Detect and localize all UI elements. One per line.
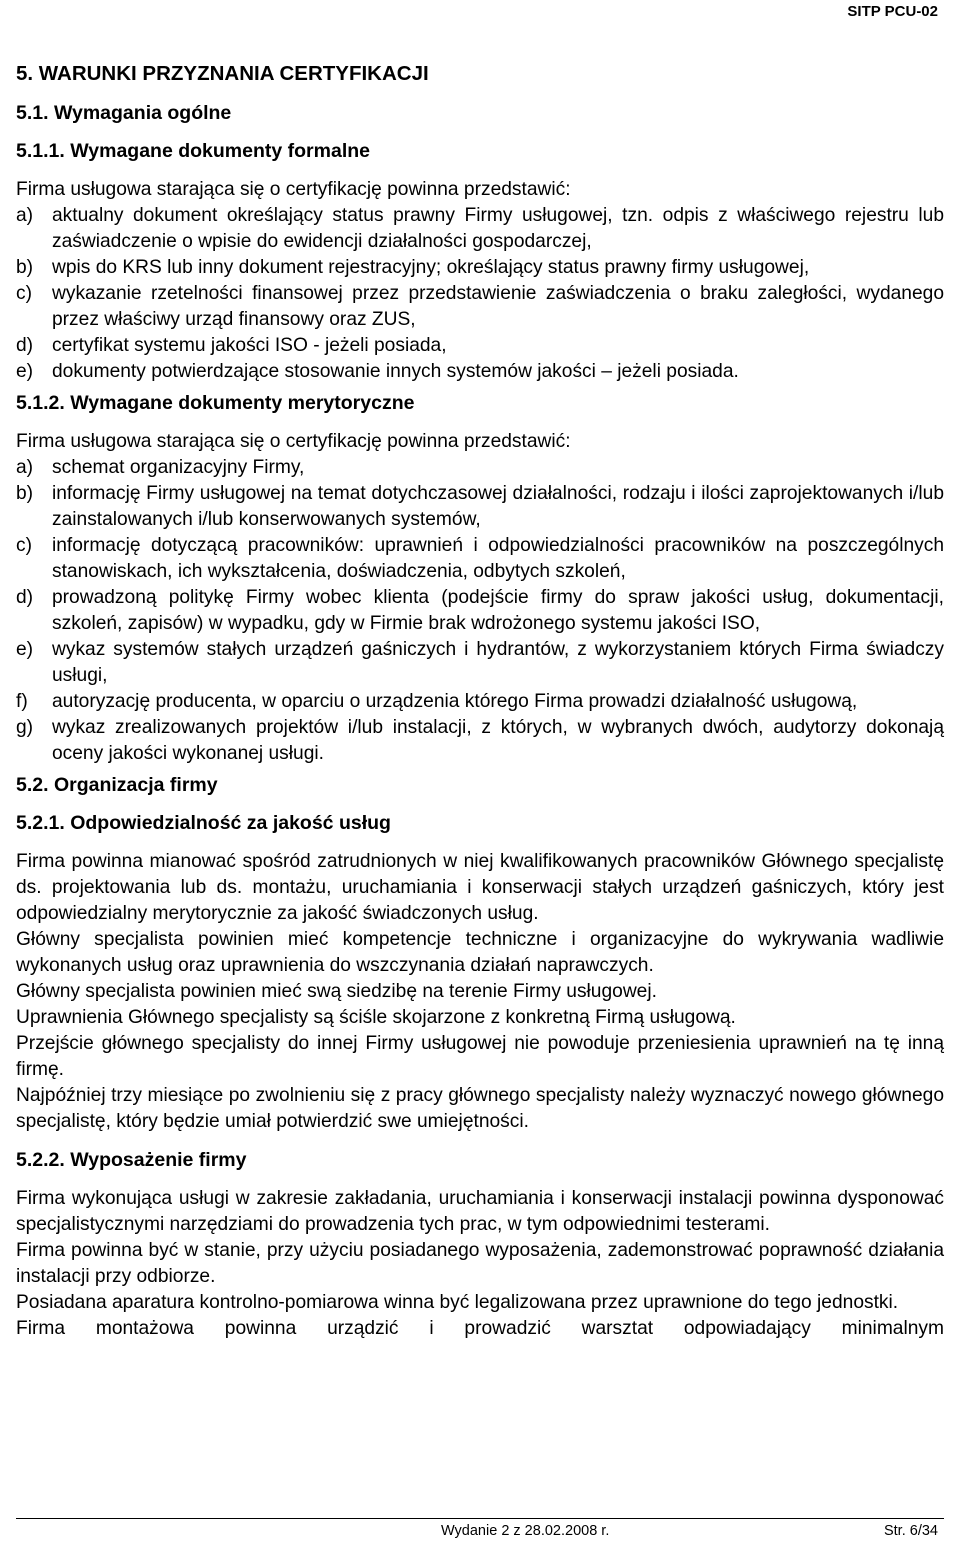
subsection-heading: 5.1. Wymagania ogólne	[16, 102, 232, 124]
subsubsection-heading: 5.2.2. Wyposażenie firmy	[16, 1149, 247, 1171]
page-number: Str. 6/34	[883, 1523, 938, 1539]
page-footer	[16, 1518, 944, 1539]
paragraph: Firma wykonująca usługi w zakresie zakładania, uruchamiania i konserwacji instalacji powinna dysponować specjalistycznymi narzędziami do prowadzenia tych prac, w tym odpowiednimi testerami.	[16, 1188, 944, 1235]
list-item: c) wykazanie rzetelności finansowej przez przedstawienie zaświadczenia o braku zaległości, wydanego przez właściwy urząd finansowy oraz ZUS,	[16, 283, 944, 330]
paragraph: Firma powinna mianować spośród zatrudnionych w niej kwalifikowanych pracowników Głównego specjalistę ds. projektowania lub ds. montażu, uruchamiania i konserwacji stałych urządzeń gaśniczych, który jest odpowiedzialny merytorycznie za jakość świadczonych usług.	[16, 851, 944, 924]
list-item: b) wpis do KRS lub inny dokument rejestracyjny; określający status prawny firmy usługowej,	[16, 257, 810, 278]
list-item: a) aktualny dokument określający status prawny Firmy usługowej, tzn. odpis z właściwego rejestru lub zaświadczenie o wpisie do ewidencji działalności gospodarczej,	[16, 205, 944, 252]
paragraph: Posiadana aparatura kontrolno-pomiarowa winna być legalizowana przez uprawnione do tego jednostki.	[16, 1292, 899, 1313]
list-item: e) dokumenty potwierdzające stosowanie innych systemów jakości – jeżeli posiada.	[16, 361, 739, 382]
paragraph: Najpóźniej trzy miesiące po zwolnieniu się z pracy głównego specjalisty należy wyznaczyć nowego głównego specjalistę, który będzie umiał potwierdzić swe umiejętności.	[16, 1085, 944, 1132]
list-item: c) informację dotyczącą pracowników: uprawnień i odpowiedzialności pracowników na poszczególnych stanowiskach, ich wykształcenia, doświadczenia, odbytych szkoleń,	[16, 535, 944, 582]
paragraph: Główny specjalista powinien mieć kompetencje techniczne i organizacyjne do wykrywania wadliwie wykonanych usług oraz uprawnienia do wszczynania działań naprawczych.	[16, 929, 944, 976]
document-code: SITP PCU-02	[847, 3, 938, 20]
edition-label: Wydanie 2 z 28.02.2008 r.	[441, 1523, 610, 1539]
list-item: e) wykaz systemów stałych urządzeń gaśniczych i hydrantów, z wykorzystaniem których Firma świadczy usługi,	[16, 639, 944, 686]
subsubsection-heading: 5.2.1. Odpowiedzialność za jakość usług	[16, 812, 391, 834]
list-item: g) wykaz zrealizowanych projektów i/lub instalacji, z których, w wybranych dwóch, audytorzy dokonają oceny jakości wykonanej usługi.	[16, 717, 944, 764]
paragraph: Firma powinna być w stanie, przy użyciu posiadanego wyposażenia, zademonstrować poprawność działania instalacji przy odbiorze.	[16, 1240, 944, 1287]
paragraph: Uprawnienia Głównego specjalisty są ściśle skojarzone z konkretną Firmą usługową.	[16, 1007, 736, 1028]
document-body	[16, 62, 944, 1342]
list-item: f) autoryzację producenta, w oparciu o urządzenia którego Firma prowadzi działalność usługową,	[16, 691, 858, 712]
paragraph: Główny specjalista powinien mieć swą siedzibę na terenie Firmy usługowej.	[16, 981, 657, 1002]
section-heading: 5. WARUNKI PRZYZNANIA CERTYFIKACJI	[16, 62, 429, 85]
equipment-paragraphs	[16, 1186, 944, 1342]
substantive-documents-list	[16, 455, 944, 767]
list-item: d) prowadzoną politykę Firmy wobec klienta (podejście firmy do spraw jakości usług, dokumentacji, szkoleń, zapisów) w wypadku, gdy w Firmie brak wdrożonego systemu jakości ISO,	[16, 587, 944, 634]
paragraph: Firma montażowa powinna urządzić i prowadzić warsztat odpowiadający minimalnym	[16, 1318, 944, 1339]
subsubsection-heading: 5.1.1. Wymagane dokumenty formalne	[16, 140, 370, 162]
list-item: a) schemat organizacyjny Firmy,	[16, 457, 305, 478]
responsibility-paragraphs	[16, 849, 944, 1135]
intro-text: Firma usługowa starająca się o certyfikację powinna przedstawić:	[16, 179, 571, 200]
list-item: b) informację Firmy usługowej na temat dotychczasowej działalności, rodzaju i ilości zaprojektowanych i/lub zainstalowanych i/lub konserwowanych systemów,	[16, 483, 944, 530]
list-item: d) certyfikat systemu jakości ISO - jeżeli posiada,	[16, 335, 447, 356]
intro-text: Firma usługowa starająca się o certyfikację powinna przedstawić:	[16, 431, 571, 452]
subsection-heading: 5.2. Organizacja firmy	[16, 774, 218, 796]
subsubsection-heading: 5.1.2. Wymagane dokumenty merytoryczne	[16, 392, 415, 414]
formal-documents-list	[16, 203, 944, 385]
paragraph: Przejście głównego specjalisty do innej Firmy usługowej nie powoduje przeniesienia uprawnień na tę inną firmę.	[16, 1033, 944, 1080]
